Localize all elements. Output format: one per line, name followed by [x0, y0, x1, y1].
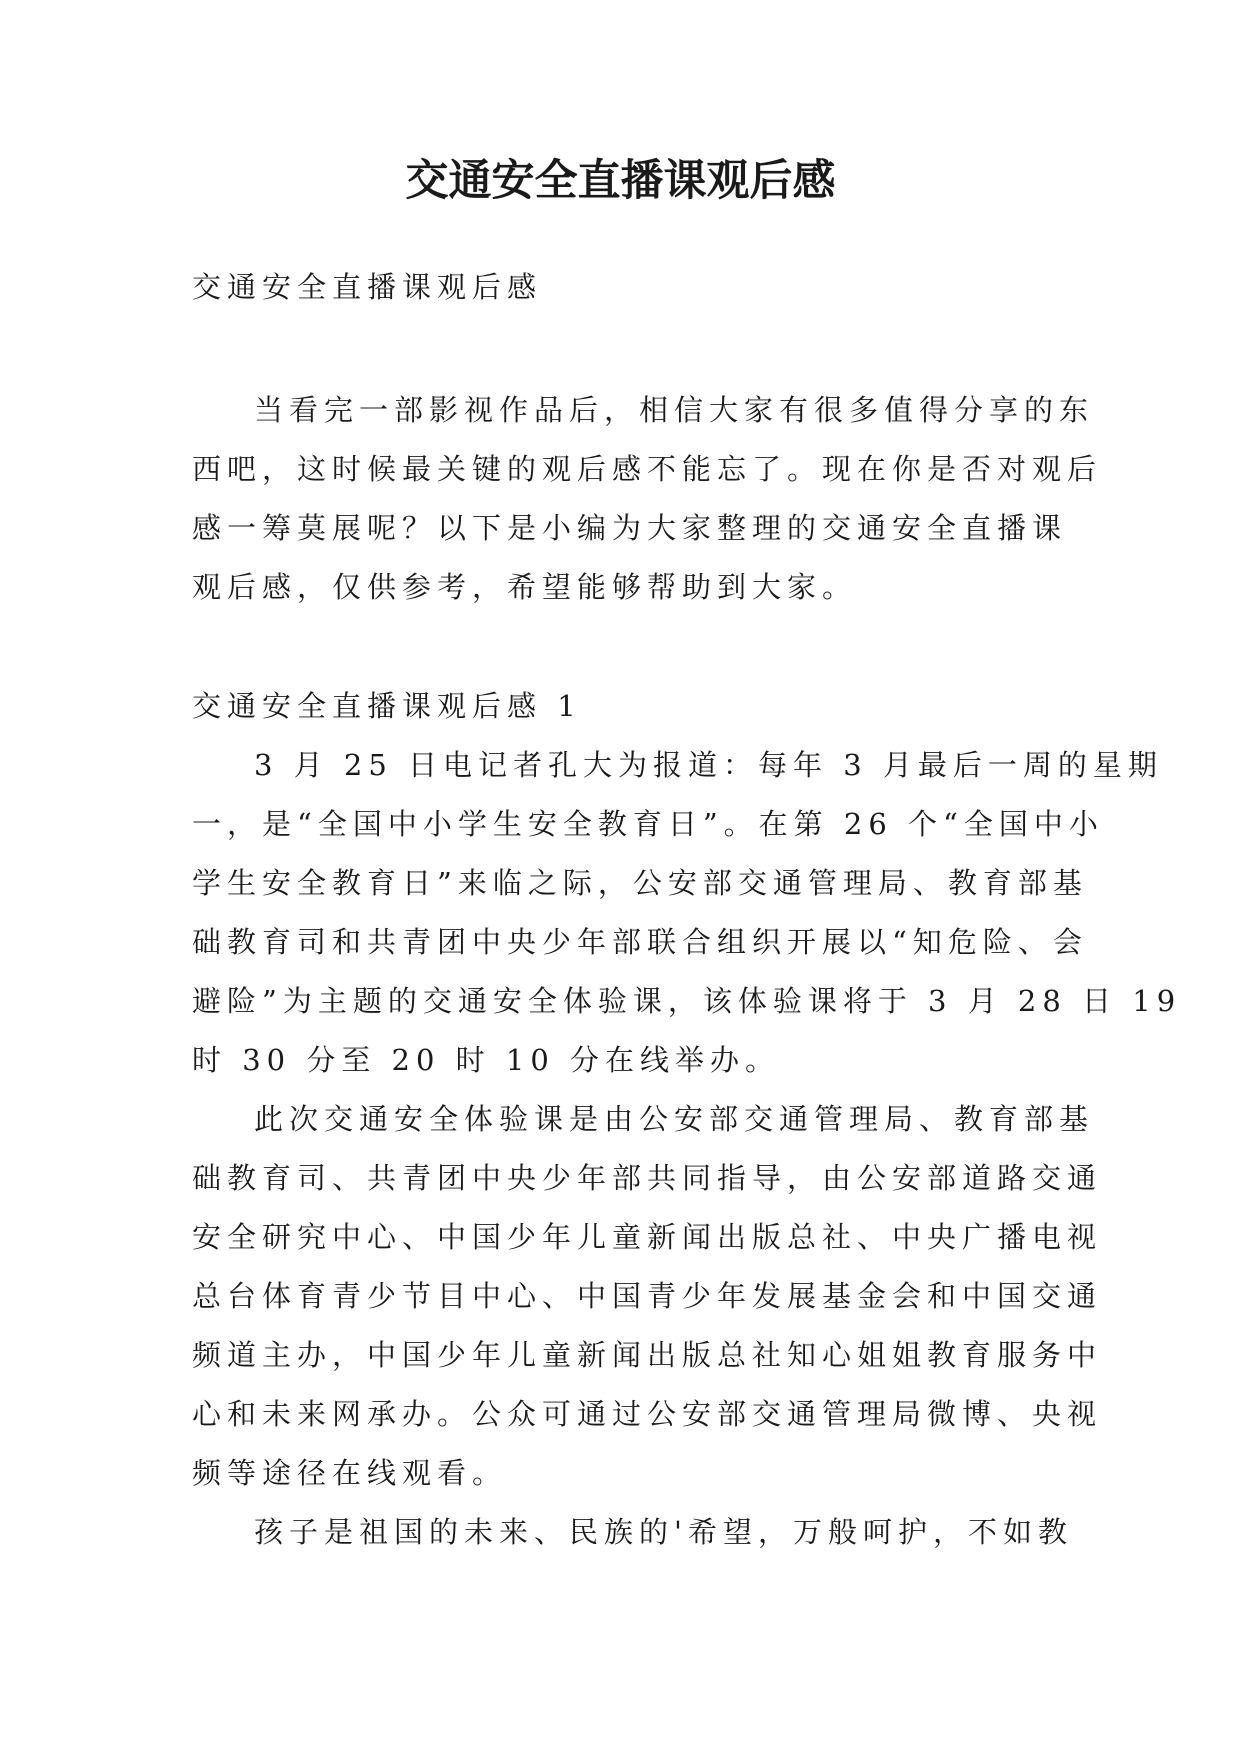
text-line: 础教育司、共青团中央少年部共同指导，由公安部道路交通 [192, 1161, 1103, 1195]
text-line: 频道主办，中国少年儿童新闻出版总社知心姐姐教育服务中 [192, 1338, 1103, 1372]
text-line: 学生安全教育日”来临之际，公安部交通管理局、教育部基 [192, 866, 1088, 900]
paragraph-gap [192, 317, 1052, 381]
text-line: 础教育司和共青团中央少年部联合组织开展以“知危险、会 [192, 925, 1088, 959]
page-title: 交通安全直播课观后感 [405, 156, 836, 206]
text-line: 心和未来网承办。公众可通过公安部交通管理局微博、央视 [192, 1397, 1103, 1431]
paragraph-gap [192, 617, 1052, 677]
subtitle: 交通安全直播课观后感 [192, 270, 543, 304]
body-paragraph-2 [192, 1090, 1103, 1503]
text-line: 当看完一部影视作品后，相信大家有很多值得分享的东 [254, 393, 1095, 427]
body-paragraph-1 [192, 736, 1182, 1090]
text-line: 3 月 25 日电记者孔大为报道：每年 3 月最后一周的星期 [254, 748, 1163, 782]
intro-paragraph [192, 381, 1103, 617]
text-line: 一，是“全国中小学生安全教育日”。在第 26 个“全国中小 [192, 807, 1104, 841]
text-line: 安全研究中心、中国少年儿童新闻出版总社、中央广播电视 [192, 1220, 1103, 1254]
text-line: 此次交通安全体验课是由公安部交通管理局、教育部基 [254, 1102, 1095, 1136]
text-line: 孩子是祖国的未来、民族的'希望，万般呵护，不如教 [254, 1515, 1073, 1549]
text-line: 避险”为主题的交通安全体验课，该体验课将于 3 月 28 日 19 [192, 984, 1182, 1018]
text-line: 时 30 分至 20 时 10 分在线举办。 [192, 1043, 781, 1077]
text-line: 观后感，仅供参考，希望能够帮助到大家。 [192, 570, 858, 604]
text-line: 西吧，这时候最关键的观后感不能忘了。现在你是否对观后 [192, 452, 1103, 486]
text-line: 总台体育青少节目中心、中国青少年发展基金会和中国交通 [192, 1279, 1103, 1313]
text-line: 感一筹莫展呢？以下是小编为大家整理的交通安全直播课 [192, 511, 1068, 545]
section-heading: 交通安全直播课观后感 1 [192, 689, 582, 723]
body-paragraph-3 [192, 1503, 1073, 1562]
document-body [192, 258, 1182, 1562]
text-line: 频等途径在线观看。 [192, 1456, 508, 1490]
